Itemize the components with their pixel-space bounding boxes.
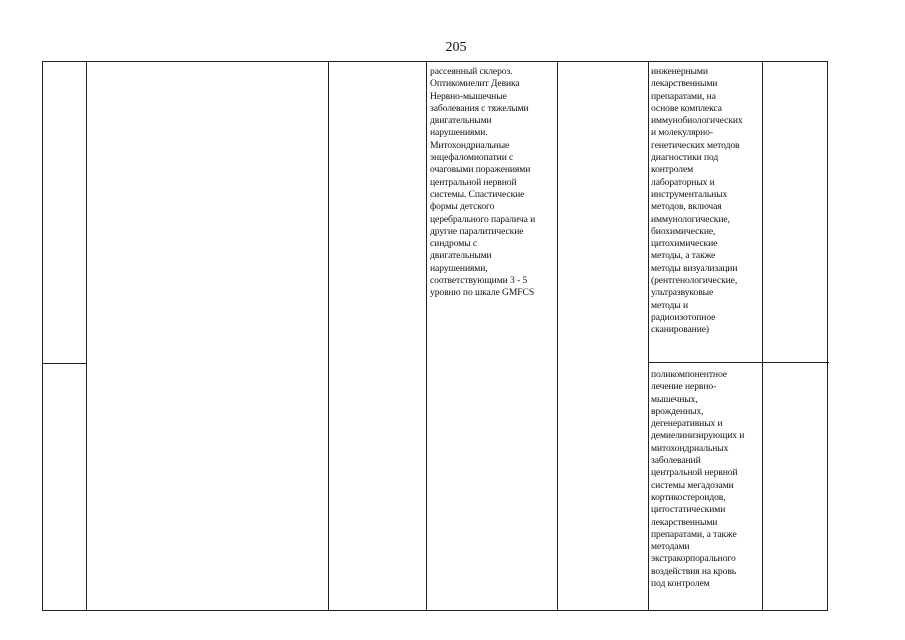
table-cell-methods-bottom: поликомпонентное лечение нервно- мышечных, врожденных, дегенеративных и демиелинизирующих и митохондриальных заболеваний центральной нервной системы мегадозами кортикостероидов, цитостатическими лекарственными препаратами, а также методами экстракорпорального воздействия на кровь под контролем <box>651 369 745 590</box>
table-cell-methods-top: инженерными лекарственными препаратами, на основе комплекса иммунобиологических и молекулярно- генетических методов диагностики под контролем лабораторных и инструментальных методов, включая иммунологические, биохимические, цитохимические методы, а также методы визуализации (рентгенологические, ультразвуковые методы и радиоизотопное сканирование) <box>651 66 743 336</box>
column-divider <box>648 62 649 610</box>
page-number: 205 <box>445 40 467 55</box>
table-cell-diagnosis: рассеянный склероз. Оптикомиелит Девика Нервно-мышечные заболевания с тяжелыми двигательными нарушениями. Митохондриальные энцефаломиопатии с очаговыми поражениями центральной нервной системы. Спастические формы детского церебрального паралича и другие паралитические синдромы с двигательными нарушениями, соответствующими 3 - 5 уровню по шкале GMFCS <box>430 66 536 299</box>
column-divider <box>557 62 558 610</box>
document-table <box>42 61 828 611</box>
column-divider <box>328 62 329 610</box>
column-divider <box>86 62 87 610</box>
row-divider <box>43 363 86 364</box>
row-divider <box>648 362 829 363</box>
column-divider <box>426 62 427 610</box>
